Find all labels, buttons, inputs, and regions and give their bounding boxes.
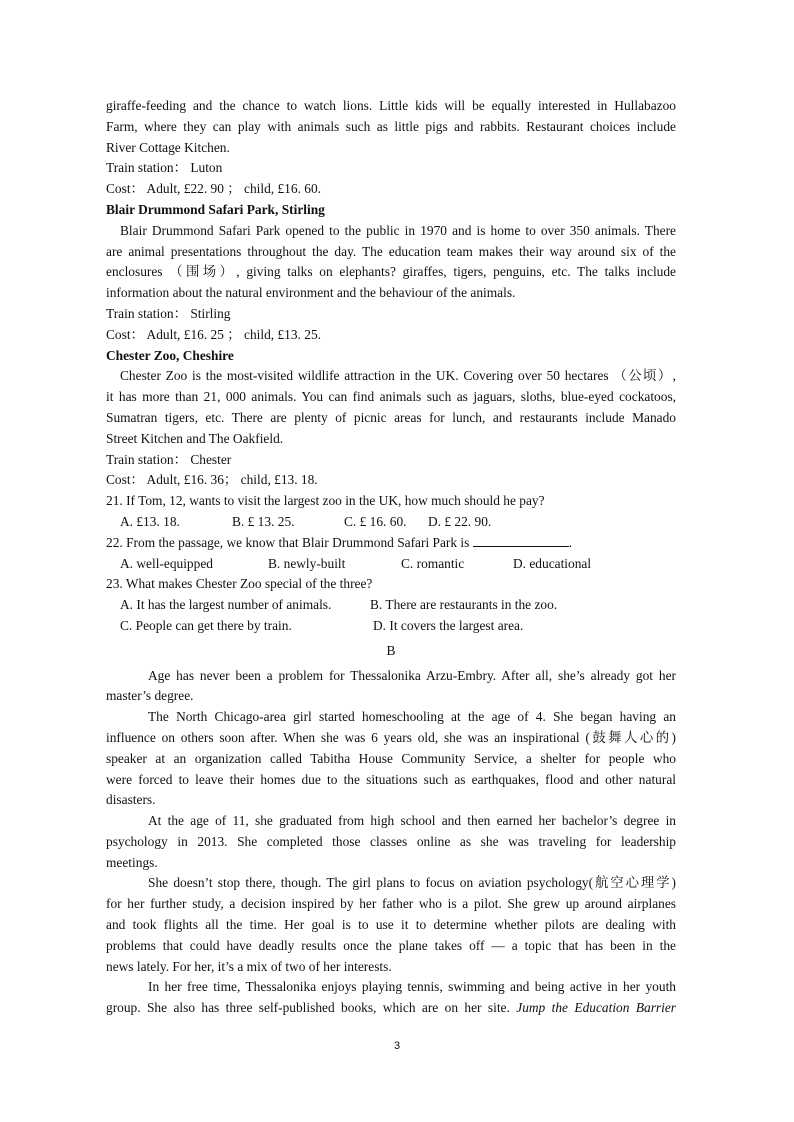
- question-21-options: [106, 512, 676, 533]
- text-line: In her free time, Thessalonika enjoys playing tennis, swimming and being active in her youth: [148, 979, 676, 995]
- text-line: psychology in 2013. She completed those classes online as she was traveling for leadership: [106, 833, 676, 849]
- text-line: news lately. For her, it’s a mix of two of her interests.: [106, 958, 392, 974]
- option-a: A. It has the largest number of animals.: [120, 597, 332, 613]
- text-line: At the age of 11, she graduated from high school and then earned her bachelor’s degree in: [148, 813, 676, 829]
- text-line: The North Chicago-area girl started homeschooling at the age of 4. She began having an: [148, 709, 676, 725]
- option-c: C. People can get there by train.: [120, 617, 292, 633]
- cost: Cost： Adult, £16. 36； child, £13. 18.: [106, 472, 318, 488]
- text-line: and took flights all the time. Her goal is to use it to determine whether pilots are dealing with: [106, 917, 676, 933]
- text-line: Farm, where they can play with animals such as little pigs and rabbits. Restaurant choices include: [106, 118, 676, 134]
- text-line: enclosures （围场）, giving talks on elephants? giraffes, tigers, penguins, etc. The talks include: [106, 264, 676, 280]
- text-line: influence on others soon after. When she was 6 years old, she was an inspirational (鼓舞人心的): [106, 729, 676, 745]
- question-22-options: [106, 554, 676, 575]
- question-21: 21. If Tom, 12, wants to visit the largest zoo in the UK, how much should he pay?: [106, 493, 545, 509]
- answer-blank: [473, 534, 569, 547]
- cost: Cost： Adult, £16. 25 ； child, £13. 25.: [106, 326, 322, 342]
- question-22-end: .: [568, 534, 573, 550]
- option-a: A. well-equipped: [120, 555, 213, 571]
- text-line: information about the natural environment and the behaviour of the animals.: [106, 285, 516, 301]
- text-line: are animal presentations throughout the day. The education team makes their way around six of the: [106, 243, 676, 259]
- question-23-options-ab: [106, 595, 676, 616]
- option-c: C. romantic: [401, 555, 465, 571]
- question-23-options-cd: [106, 616, 676, 637]
- page-number: 3: [393, 1040, 401, 1052]
- document-page: [106, 96, 676, 1019]
- text-line: Age has never been a problem for Thessalonika Arzu-Embry. After all, she’s already got her: [148, 667, 676, 683]
- text-line: problems that could have deadly results once the plane takes off — a topic that has been in the: [106, 937, 676, 953]
- option-c: C. £ 16. 60.: [344, 513, 407, 529]
- text-line: Street Kitchen and The Oakfield.: [106, 430, 284, 446]
- section-heading: Blair Drummond Safari Park, Stirling: [106, 201, 325, 217]
- section-b-label: B: [386, 642, 396, 658]
- question-22: [106, 533, 676, 554]
- option-b: B. £ 13. 25.: [232, 513, 295, 529]
- text-line: Sumatran tigers, etc. There are plenty of picnic areas for lunch, and restaurants include Manado: [106, 409, 676, 425]
- option-a: A. £13. 18.: [120, 513, 180, 529]
- option-b: B. There are restaurants in the zoo.: [370, 597, 558, 613]
- question-22-text: 22. From the passage, we know that Blair Drummond Safari Park is: [106, 534, 470, 550]
- text-line: River Cottage Kitchen.: [106, 139, 230, 155]
- text-line: were forced to leave their homes due to the situations such as earthquakes, flood and other natural: [106, 771, 676, 787]
- text-line: She doesn’t stop there, though. The girl plans to focus on aviation psychology(航空心理学): [148, 875, 676, 891]
- text-line: Chester Zoo is the most-visited wildlife attraction in the UK. Covering over 50 hectares （公顷）,: [120, 368, 676, 384]
- text-line: for her further study, a decision inspired by her father who is a pilot. She grew up around airplanes: [106, 896, 676, 912]
- option-d: D. educational: [513, 555, 592, 571]
- train-station: Train station： Luton: [106, 160, 223, 176]
- book-title: Jump the Education Barrier: [516, 1000, 676, 1016]
- text-line: disasters.: [106, 792, 156, 808]
- option-d: D. £ 22. 90.: [428, 513, 492, 529]
- text-span: group. She also has three self-published books, which are on her site.: [106, 1000, 510, 1016]
- text-line: giraffe-feeding and the chance to watch lions. Little kids will be equally interested in Hullabazoo: [106, 98, 676, 113]
- train-station: Train station： Stirling: [106, 305, 231, 321]
- option-b: B. newly-built: [268, 555, 346, 571]
- train-station: Train station： Chester: [106, 451, 232, 467]
- text-line: speaker at an organization called Tabitha House Community Service, a shelter for people who: [106, 750, 676, 766]
- option-d: D. It covers the largest area.: [373, 617, 524, 633]
- text-line: master’s degree.: [106, 688, 194, 704]
- section-heading: Chester Zoo, Cheshire: [106, 347, 234, 363]
- question-23: 23. What makes Chester Zoo special of the three?: [106, 576, 373, 592]
- text-line: meetings.: [106, 854, 158, 870]
- cost: Cost： Adult, £22. 90 ； child, £16. 60.: [106, 181, 322, 197]
- text-line: Blair Drummond Safari Park opened to the public in 1970 and is home to over 350 animals. There: [120, 222, 676, 238]
- text-line: [106, 998, 676, 1019]
- text-line: it has more than 21, 000 animals. You can find animals such as jaguars, sloths, blue-eyed cockatoos,: [106, 389, 676, 405]
